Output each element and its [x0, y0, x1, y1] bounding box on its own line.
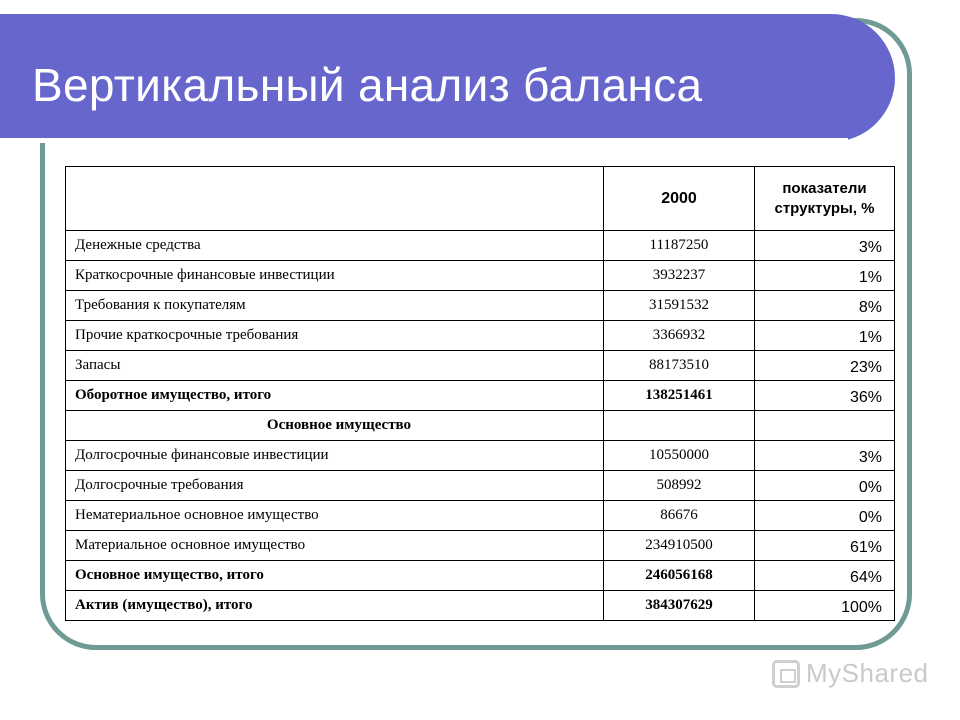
row-share: 1%: [755, 321, 895, 351]
row-name: Оборотное имущество, итого: [66, 381, 604, 411]
header-cell-structure: показатели структуры, %: [755, 167, 895, 231]
slide-title: Вертикальный анализ баланса: [32, 59, 703, 111]
row-value: [604, 411, 755, 441]
table-row-subtotal: [66, 381, 895, 411]
row-share: 100%: [755, 591, 895, 621]
table-row-subtotal: [66, 561, 895, 591]
row-share: 36%: [755, 381, 895, 411]
table-row: [66, 501, 895, 531]
row-value: 3932237: [604, 261, 755, 291]
table-row-total: [66, 591, 895, 621]
row-value: 86676: [604, 501, 755, 531]
row-share: 0%: [755, 471, 895, 501]
watermark: [772, 656, 942, 696]
row-value: 3366932: [604, 321, 755, 351]
table-row: [66, 231, 895, 261]
row-name: Краткосрочные финансовые инвестиции: [66, 261, 604, 291]
row-value: 10550000: [604, 441, 755, 471]
row-value: 31591532: [604, 291, 755, 321]
row-value: 508992: [604, 471, 755, 501]
row-share: 61%: [755, 531, 895, 561]
row-share: 0%: [755, 501, 895, 531]
row-name: Долгосрочные финансовые инвестиции: [66, 441, 604, 471]
row-value: 11187250: [604, 231, 755, 261]
row-name: Основное имущество: [66, 411, 604, 441]
row-value: 138251461: [604, 381, 755, 411]
row-name: Прочие краткосрочные требования: [66, 321, 604, 351]
row-value: 88173510: [604, 351, 755, 381]
row-value: 234910500: [604, 531, 755, 561]
row-name: Материальное основное имущество: [66, 531, 604, 561]
title-bar: [0, 14, 895, 142]
row-share: 3%: [755, 441, 895, 471]
row-name: Запасы: [66, 351, 604, 381]
row-share: [755, 411, 895, 441]
row-share: 1%: [755, 261, 895, 291]
row-share: 8%: [755, 291, 895, 321]
row-share: 64%: [755, 561, 895, 591]
row-name: Долгосрочные требования: [66, 471, 604, 501]
watermark-text: MyShared: [806, 658, 929, 688]
row-name: Актив (имущество), итого: [66, 591, 604, 621]
row-share: 3%: [755, 231, 895, 261]
balance-table: [65, 166, 895, 621]
table-row: [66, 351, 895, 381]
table-row: [66, 291, 895, 321]
row-name: Денежные средства: [66, 231, 604, 261]
table-header-row: [66, 167, 895, 231]
row-name: Основное имущество, итого: [66, 561, 604, 591]
title-underline: [0, 138, 848, 143]
header-cell-name: [66, 167, 604, 231]
table-row: [66, 261, 895, 291]
row-name: Требования к покупателям: [66, 291, 604, 321]
table-row: [66, 471, 895, 501]
table-row-section: [66, 411, 895, 441]
header-cell-year: 2000: [604, 167, 755, 231]
table-row: [66, 321, 895, 351]
table-row: [66, 441, 895, 471]
myshared-logo-icon: [772, 660, 800, 688]
row-share: 23%: [755, 351, 895, 381]
table-row: [66, 531, 895, 561]
row-value: 246056168: [604, 561, 755, 591]
row-name: Нематериальное основное имущество: [66, 501, 604, 531]
row-value: 384307629: [604, 591, 755, 621]
